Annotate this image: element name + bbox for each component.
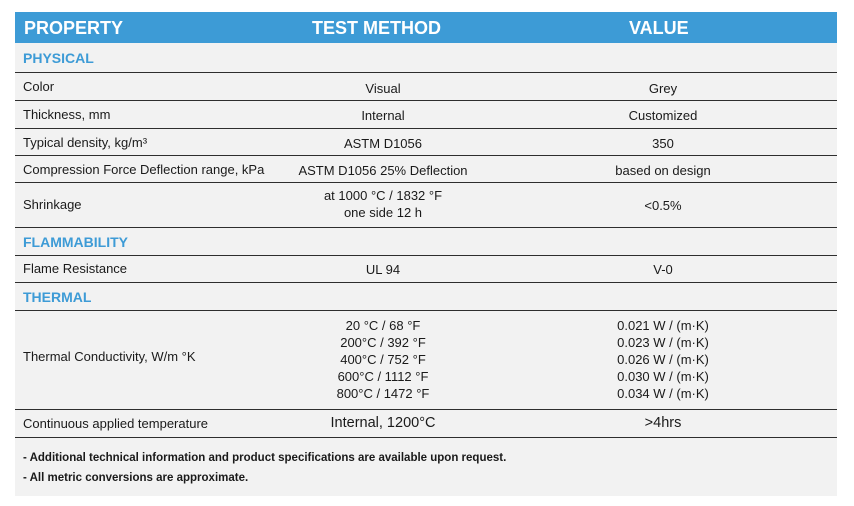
property-label: Thickness, mm (23, 107, 111, 122)
table-row-thermal-conductivity (15, 311, 837, 410)
section-row-thermal (15, 283, 837, 311)
test-method: ASTM D1056 (343, 136, 423, 151)
footnote: - All metric conversions are approximate. (23, 472, 249, 484)
value: Grey (648, 81, 678, 96)
value: Customized (628, 108, 698, 123)
footnote: - Additional technical information and product specifications are available upon request. (23, 452, 507, 464)
table-row-continuous-temperature (15, 410, 837, 438)
section-title-flammability: FLAMMABILITY (23, 234, 128, 250)
header-value: VALUE (629, 18, 689, 38)
property-label: Thermal Conductivity, W/m °K (23, 349, 196, 364)
test-method: UL 94 (365, 262, 401, 277)
header-property: PROPERTY (24, 18, 124, 38)
table-header (15, 12, 837, 43)
test-method: Internal (361, 108, 405, 123)
conductivity-value: 0.026 W / (m·K) (617, 352, 709, 367)
table-row-shrinkage (15, 183, 837, 228)
test-method: Internal, 1200°C (330, 415, 436, 431)
property-label: Shrinkage (23, 197, 82, 212)
temperature-item: 400°C / 752 °F (340, 352, 426, 367)
test-method-line: at 1000 °C / 1832 °F (323, 188, 443, 203)
temperature-item: 800°C / 1472 °F (336, 386, 430, 401)
property-label: Color (23, 79, 55, 94)
header-test-method: TEST METHOD (312, 18, 441, 38)
property-label: Continuous applied temperature (23, 416, 209, 431)
table-row-flame-resistance (15, 256, 837, 283)
property-label: Compression Force Deflection range, kPa (23, 162, 265, 177)
property-label: Flame Resistance (23, 261, 128, 276)
section-row-physical (15, 43, 837, 73)
temperature-item: 20 °C / 68 °F (345, 318, 421, 333)
value: based on design (615, 163, 711, 178)
conductivity-value-list (563, 317, 763, 402)
temperature-item: 200°C / 392 °F (340, 335, 426, 350)
value: >4hrs (644, 415, 682, 431)
temperature-item: 600°C / 1112 °F (337, 369, 429, 384)
section-title-physical: PHYSICAL (23, 50, 94, 66)
conductivity-value: 0.034 W / (m·K) (617, 386, 709, 401)
table-row-compression-force-deflection (15, 156, 837, 183)
table-row-color (15, 73, 837, 101)
property-label: Typical density, kg/m³ (23, 135, 148, 150)
property-table (15, 12, 837, 496)
table-row-thickness (15, 101, 837, 129)
conductivity-value: 0.023 W / (m·K) (617, 335, 709, 350)
table-row-density (15, 129, 837, 156)
conductivity-value: 0.021 W / (m·K) (617, 318, 709, 333)
test-method: ASTM D1056 25% Deflection (298, 163, 468, 178)
test-method-line: one side 12 h (343, 205, 423, 220)
temperature-list (283, 317, 483, 402)
conductivity-value: 0.030 W / (m·K) (617, 369, 709, 384)
section-row-flammability (15, 228, 837, 256)
value: <0.5% (644, 198, 682, 213)
value: 350 (652, 136, 674, 151)
test-method (283, 187, 483, 221)
value: V-0 (653, 262, 673, 277)
test-method: Visual (365, 81, 401, 96)
section-title-thermal: THERMAL (23, 289, 92, 305)
